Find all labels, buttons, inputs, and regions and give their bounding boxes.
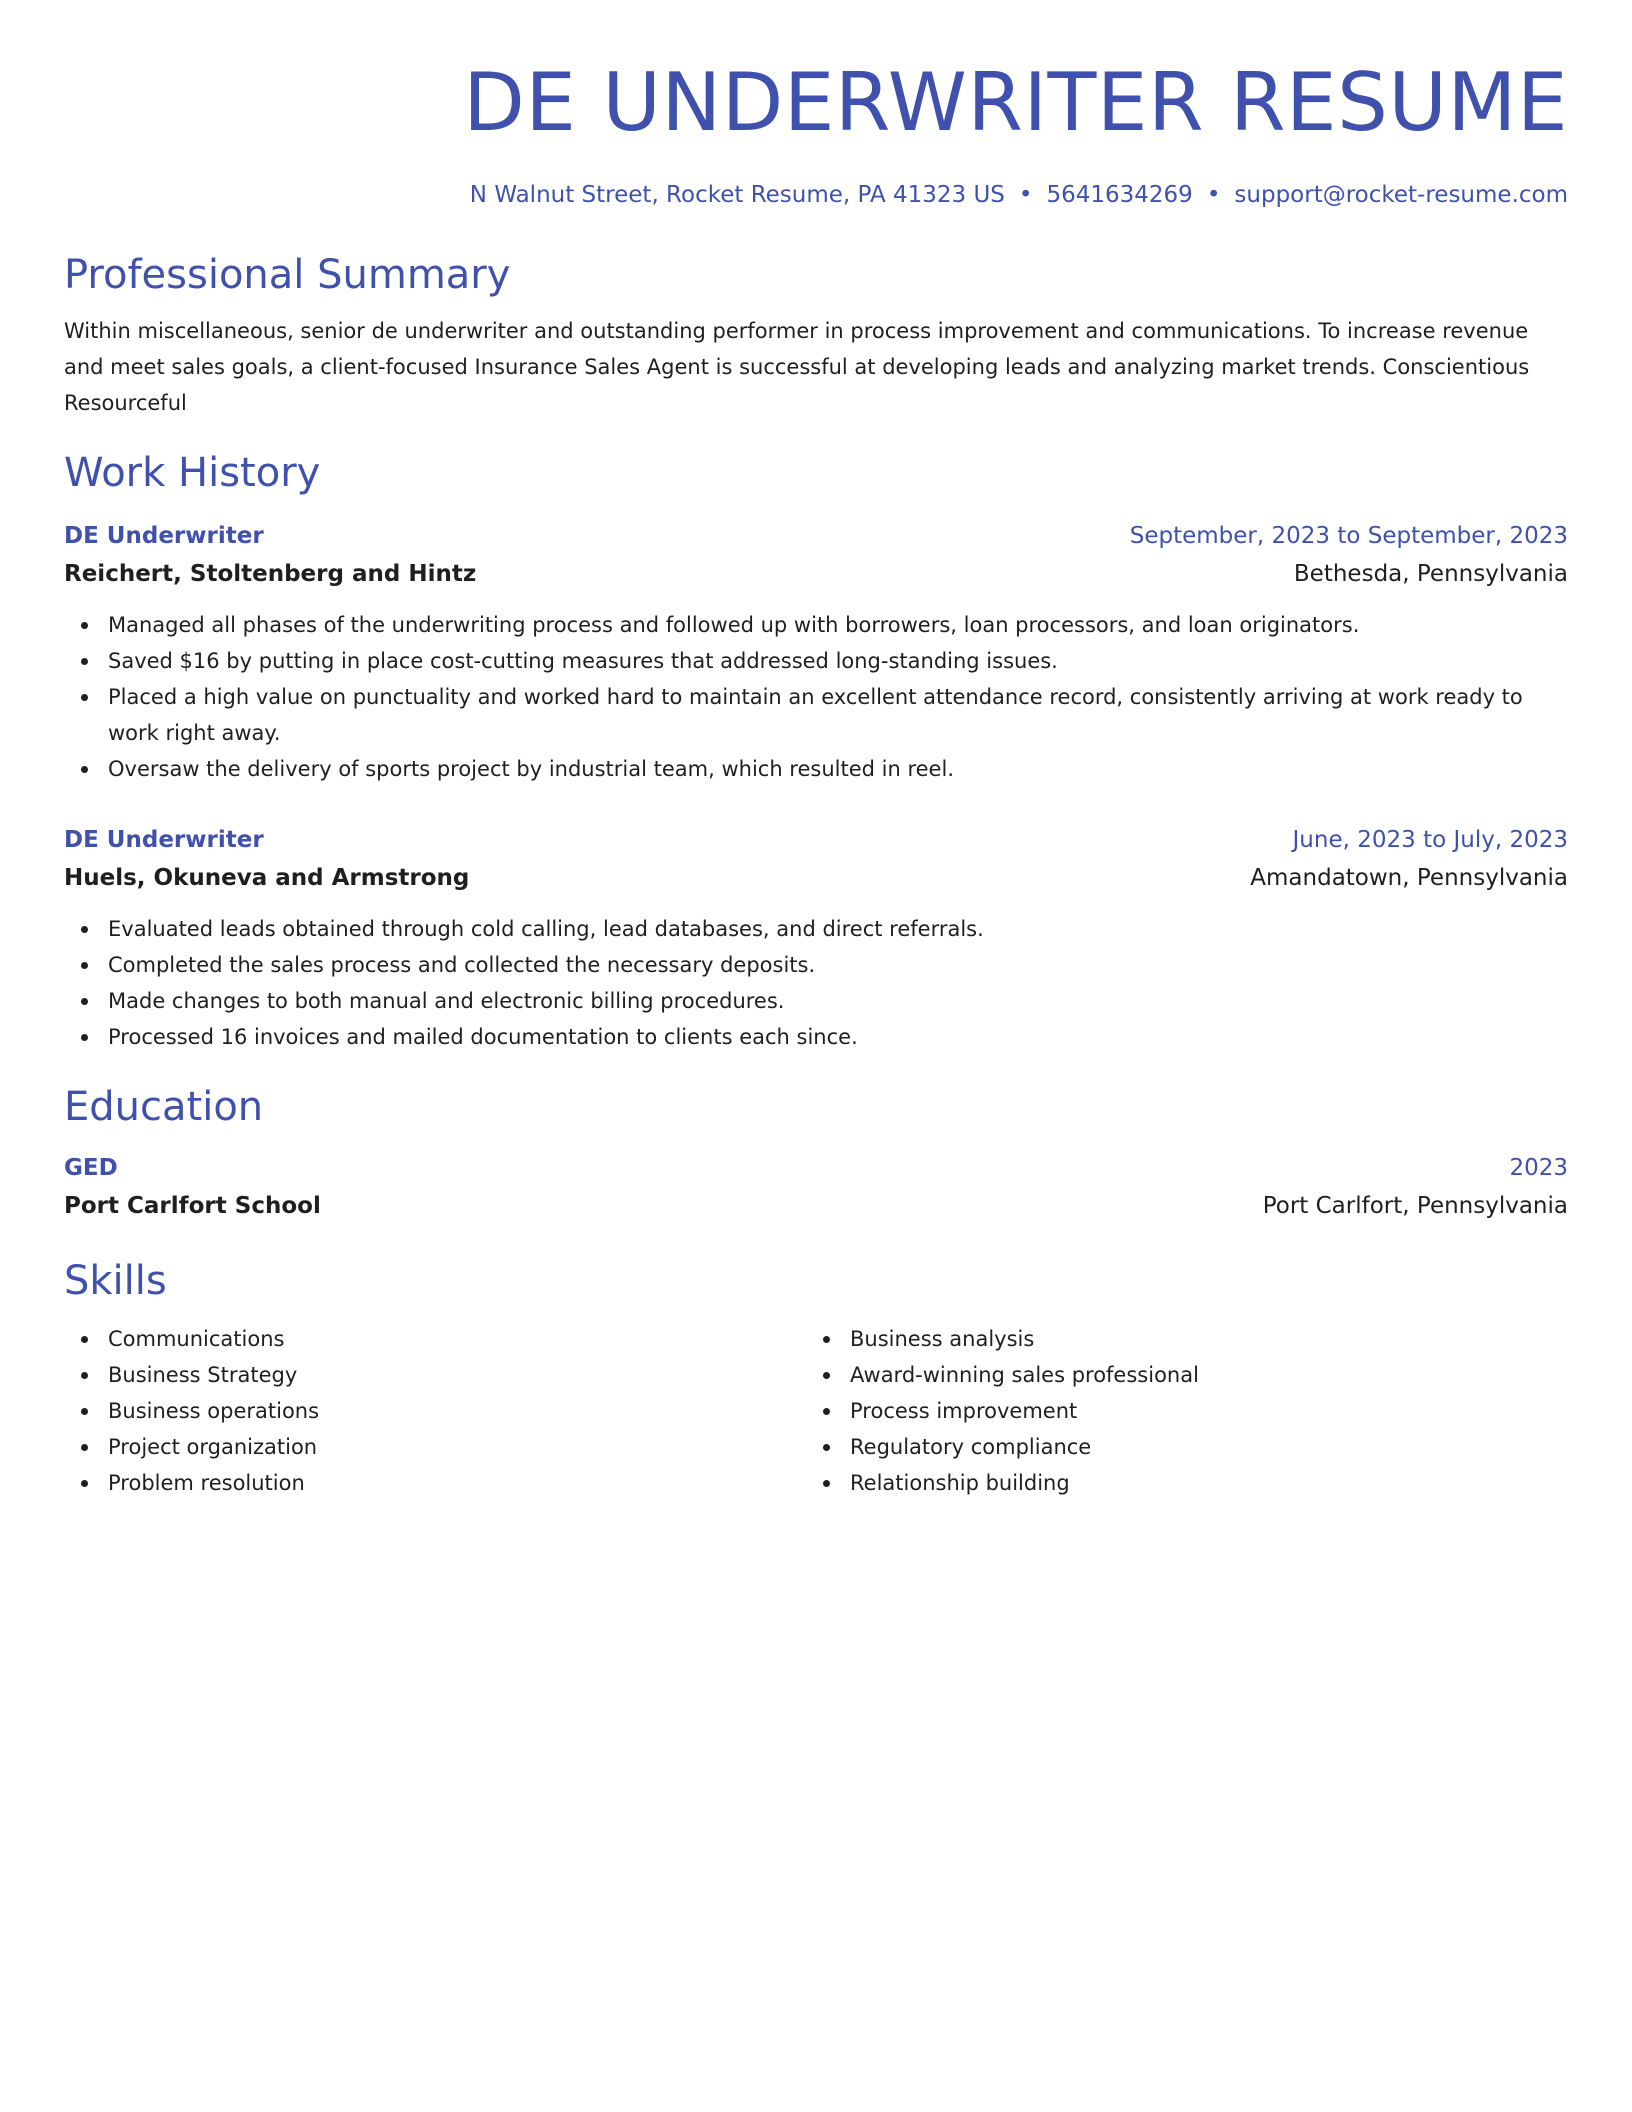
job-location: Amandatown, Pennsylvania [1250,865,1568,891]
skill-item: Award-winning sales professional [806,1357,1548,1393]
resume-name: DE UNDERWRITER RESUME [463,56,1568,149]
skills-heading: Skills [64,1258,167,1304]
contact-separator: • [1206,182,1221,208]
job-bullet: Completed the sales process and collected the necessary deposits. [64,947,1568,983]
job-bullet: Evaluated leads obtained through cold calling, lead databases, and direct referrals. [64,911,1568,947]
job-entry [64,821,1568,1055]
skill-item: Process improvement [806,1393,1548,1429]
job-entry [64,517,1568,787]
job-bullet: Oversaw the delivery of sports project by industrial team, which resulted in reel. [64,751,1568,787]
skill-item: Project organization [64,1429,806,1465]
contact-email[interactable]: support@rocket-resume.com [1234,182,1568,208]
skill-item: Business operations [64,1393,806,1429]
job-bullet: Placed a high value on punctuality and worked hard to maintain an excellent attendance record, consistently arriving at work ready to work right away. [64,679,1568,751]
skills-list [64,1321,1568,1501]
job-bullet: Managed all phases of the underwriting process and followed up with borrowers, loan processors, and loan originators. [64,607,1568,643]
work-history-heading: Work History [64,450,321,496]
job-title: DE Underwriter [64,523,264,549]
job-bullets [64,607,1568,787]
contact-line [64,179,1568,211]
skill-item: Business Strategy [64,1357,806,1393]
job-bullet: Processed 16 invoices and mailed documentation to clients each since. [64,1019,1568,1055]
education-entry [64,1149,1568,1225]
skills-column-left [64,1321,806,1501]
education-school: Port Carlfort School [64,1193,321,1219]
job-title: DE Underwriter [64,827,264,853]
contact-phone: 5641634269 [1046,182,1193,208]
skill-item: Business analysis [806,1321,1548,1357]
education-degree: GED [64,1155,118,1181]
job-employer: Huels, Okuneva and Armstrong [64,865,470,891]
summary-heading: Professional Summary [64,252,511,298]
job-dates: June, 2023 to July, 2023 [1292,827,1568,853]
job-dates: September, 2023 to September, 2023 [1129,523,1568,549]
job-location: Bethesda, Pennsylvania [1293,561,1568,587]
skills-column-right [806,1321,1548,1501]
contact-address: N Walnut Street, Rocket Resume, PA 41323 US [469,182,1005,208]
skill-item: Regulatory compliance [806,1429,1548,1465]
education-year: 2023 [1509,1155,1568,1181]
summary-text: Within miscellaneous, senior de underwriter and outstanding performer in process improvement and communications. To increase revenue and meet sales goals, a client-focused Insurance Sales Agent is successful at developing leads and analyzing market trends. Conscientious Resourceful [64,319,1530,415]
education-heading: Education [64,1084,264,1130]
job-bullet: Made changes to both manual and electronic billing procedures. [64,983,1568,1019]
resume-page [64,52,1568,1501]
contact-separator: • [1018,182,1033,208]
education-location: Port Carlfort, Pennsylvania [1262,1193,1568,1219]
job-bullets [64,911,1568,1055]
skill-item: Problem resolution [64,1465,806,1501]
skill-item: Communications [64,1321,806,1357]
job-employer: Reichert, Stoltenberg and Hintz [64,561,477,587]
skill-item: Relationship building [806,1465,1548,1501]
job-bullet: Saved $16 by putting in place cost-cutting measures that addressed long-standing issues. [64,643,1568,679]
